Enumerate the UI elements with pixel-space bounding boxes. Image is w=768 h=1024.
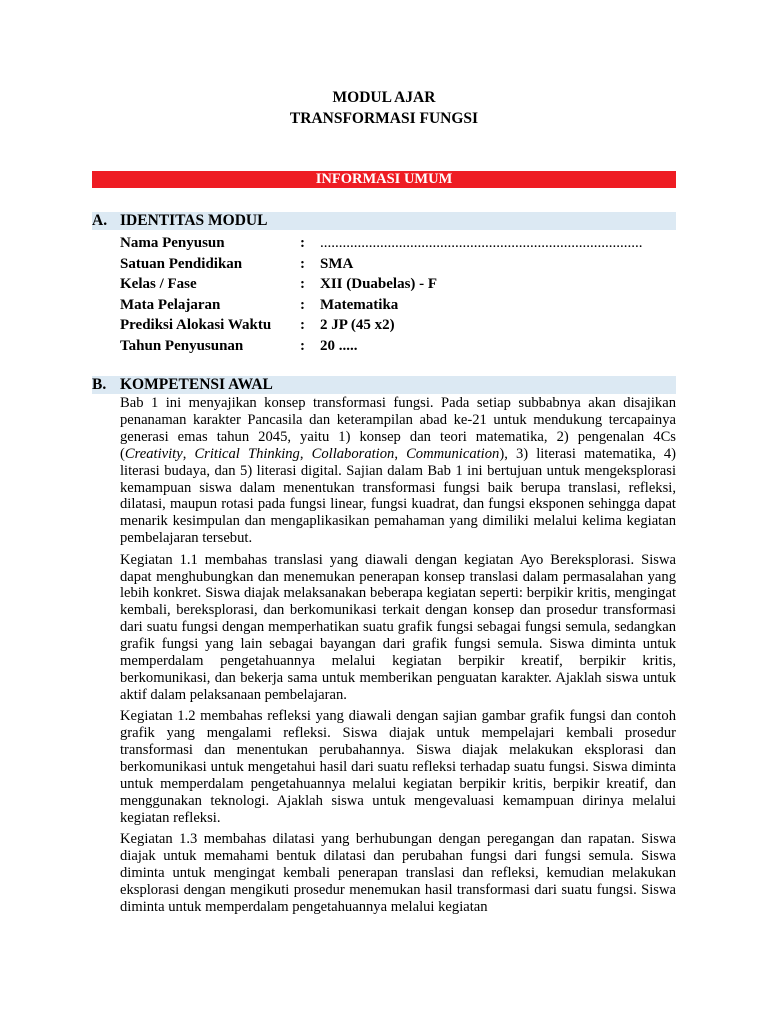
- term-creativity: Creativity: [124, 445, 183, 462]
- identity-key: Tahun Penyusunan: [120, 337, 244, 354]
- term-critical-thinking: Critical Thinking: [194, 445, 300, 462]
- identity-row-year: [120, 336, 676, 357]
- paragraph-activity-1-3: Kegiatan 1.3 membahas dilatasi yang berhubungan dengan peregangan dan rapatan. Siswa diajak untuk memahami bentuk dilatasi dan perubahan fungsi dari fungsi semula. Siswa diminta untuk mengingat kembali penerapan translasi dan refleksi, kemudian melakukan eksplorasi dengan mengikuti prosedur menemukan hasil transformasi dari suatu fungsi. Siswa diminta untuk memperdalam pengetahuannya melalui kegiatan: [120, 831, 676, 915]
- term-separator: ,: [182, 445, 195, 462]
- identity-value: ......................................................................................: [320, 235, 643, 251]
- identity-value: SMA: [320, 255, 354, 272]
- identity-row-author: [120, 233, 676, 254]
- term-collaboration: Collaboration: [311, 445, 395, 462]
- identity-value: XII (Duabelas) - F: [320, 276, 438, 292]
- module-title: TRANSFORMASI FUNGSI: [289, 110, 479, 127]
- identity-key: Mata Pelajaran: [120, 296, 221, 313]
- identity-key: Nama Penyusun: [120, 235, 225, 251]
- identity-key: Kelas / Fase: [120, 276, 197, 292]
- section-b-title: KOMPETENSI AWAL: [120, 376, 273, 393]
- identity-key: Satuan Pendidikan: [120, 255, 243, 272]
- paragraph-intro: [120, 395, 676, 547]
- identity-separator: :: [300, 317, 305, 333]
- identity-key: Prediksi Alokasi Waktu: [120, 317, 272, 333]
- term-communication: Communication: [406, 445, 500, 462]
- identity-row-time: [120, 315, 676, 336]
- paragraph-activity-1-2: Kegiatan 1.2 membahas refleksi yang diawali dengan sajian gambar grafik fungsi dan contoh grafik yang mengalami refleksi. Siswa diajak untuk mempelajari kembali prosedur transformasi dan menentukan perubahannya. Siswa diajak melakukan eksplorasi dan berkomunikasi untuk mengetahui hasil dari suatu refleksi terhadap suatu fungsi. Siswa diminta untuk memperdalam pengetahuannya melalui kegiatan berpikir kritis, berpikir kreatif, dan menggunakan teknologi. Ajaklah siswa untuk mengevaluasi kemampuan dirinya melalui kegiatan refleksi.: [120, 708, 676, 826]
- identity-row-class: [120, 274, 676, 295]
- section-b-heading: [92, 376, 676, 394]
- identity-row-school: [120, 254, 676, 275]
- identity-separator: :: [300, 337, 305, 354]
- paragraph-activity-1-1: Kegiatan 1.1 membahas translasi yang diawali dengan kegiatan Ayo Bereksplorasi. Siswa dapat menghubungkan dan menemukan penerapan konsep translasi dalam permasalahan yang lebih konkret. Siswa diajak melaksanakan beberapa kegiatan seperti: berpikir kritis, mengingat kembali, bereksplorasi, dan berkomunikasi terkait dengan konsep dan prosedur transformasi dari suatu fungsi dengan memperhatikan suatu grafik fungsi sebagai fungsi semula, sedangkan grafik fungsi yang lain sebagai bayangan dari grafik fungsi semula. Siswa diminta untuk memperdalam pengetahuannya melalui kegiatan berpikir kreatif, berpikir kritis, berkomunikasi, dan bekerja sama untuk memberikan penguatan karakter. Ajaklah siswa untuk aktif dalam pelaksanaan pembelajaran.: [120, 551, 676, 703]
- section-a-title: IDENTITAS MODUL: [120, 212, 268, 229]
- general-info-banner: INFORMASI UMUM: [92, 171, 676, 188]
- identity-separator: :: [300, 235, 305, 251]
- module-identity-table: [120, 233, 676, 356]
- identity-value: Matematika: [320, 296, 399, 313]
- section-a-letter: A.: [92, 212, 108, 229]
- term-separator: ,: [394, 445, 407, 462]
- identity-row-subject: [120, 295, 676, 316]
- paragraph-text: ), 3) literasi matematika, 4) literasi budaya, dan 5) literasi digital. Sajian dalam Bab 1 ini bertujuan untuk mengeksplorasi kemampuan siswa dalam menentukan transformasi fungsi baik berupa translasi, refleksi, dilatasi, maupun rotasi pada fungsi linear, fungsi kuadrat, dan fungsi eksponen sehingga dapat menarik kesimpulan dan mengaplikasikan pemahaman yang dimiliki melalui kelima kegiatan pembelajaran tersebut.: [120, 445, 676, 547]
- term-separator: ,: [299, 445, 312, 462]
- section-a-heading: [92, 212, 676, 230]
- module-heading: MODUL AJAR: [332, 89, 436, 106]
- competency-text: [120, 395, 676, 920]
- identity-value: 2 JP (45 x2): [320, 317, 395, 333]
- identity-separator: :: [300, 255, 305, 272]
- identity-separator: :: [300, 276, 305, 292]
- identity-value: 20 .....: [320, 337, 358, 354]
- paragraph-text: Bab 1 ini menyajikan konsep transformasi fungsi. Pada setiap subbabnya akan disajikan penanaman karakter Pancasila dan keterampilan abad ke-21 untuk mendukung tercapainya generasi emas tahun 2045, yaitu 1) konsep dan teori matematika, 2) pengenalan 4Cs (: [120, 395, 676, 462]
- section-b-letter: B.: [92, 376, 107, 393]
- identity-separator: :: [300, 296, 305, 313]
